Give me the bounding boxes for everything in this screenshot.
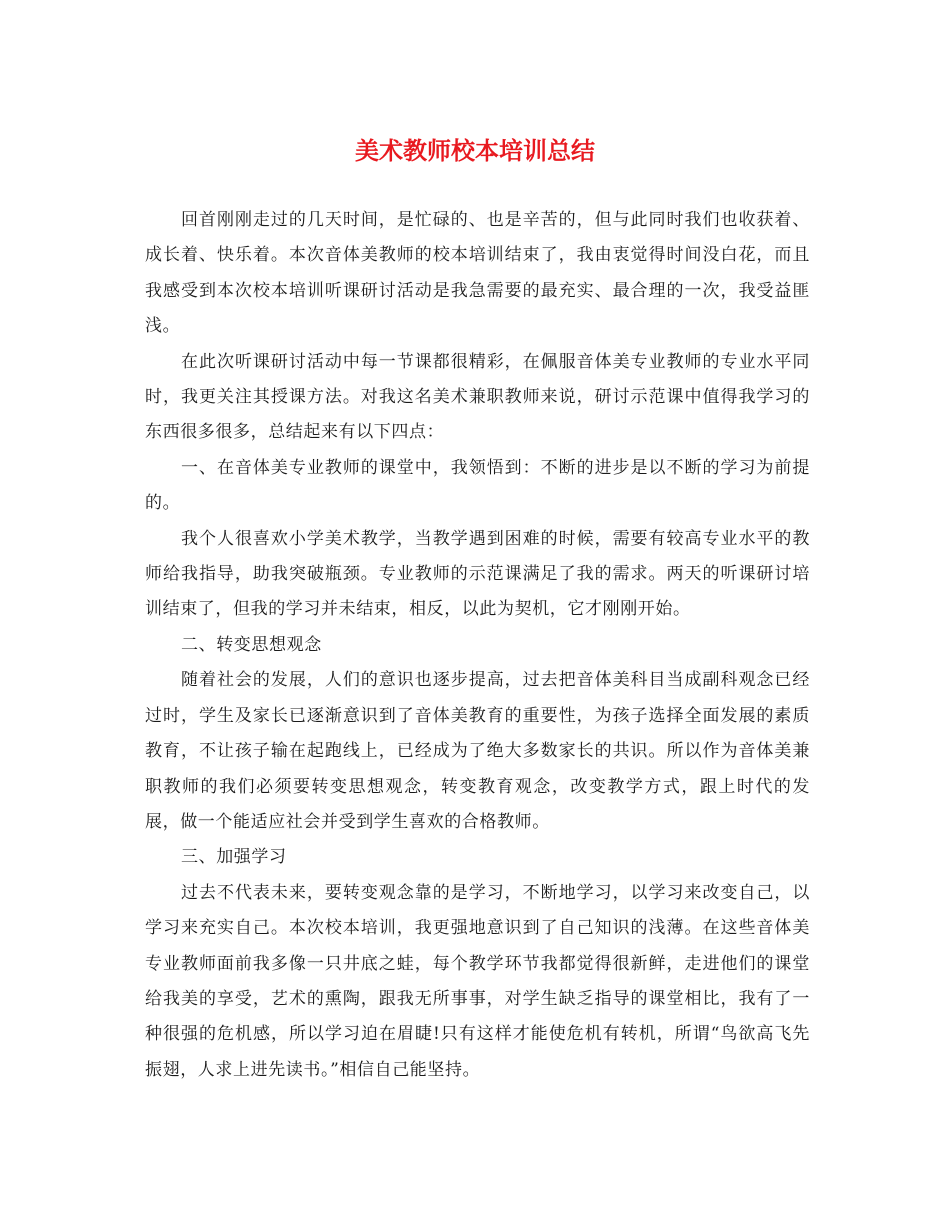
paragraph-section-2: 随着社会的发展，人们的意识也逐步提高，过去把音体美科目当成副科观念已经过时，学生及家长已逐渐意识到了音体美教育的重要性，为孩子选择全面发展的素质教育，不让孩子输在起跑线上，已经成为了绝大多数家长的共识。所以作为音体美兼职教师的我们必须要转变思想观念，转变教育观念，改变教学方式，跟上时代的发展，做一个能适应社会并受到学生喜欢的合格教师。 xyxy=(145,670,810,832)
section-heading-3: 三、加强学习 xyxy=(181,847,287,868)
paragraph-section-3: 过去不代表未来，要转变观念靠的是学习，不断地学习，以学习来改变自己，以学习来充实自己。本次校本培训，我更强地意识到了自己知识的浅薄。在这些音体美专业教师面前我多像一只井底之蛙，每个教学环节我都觉得很新鲜，走进他们的课堂给我美的享受，艺术的熏陶，跟我无所事事，对学生缺乏指导的课堂相比，我有了一种很强的危机感，所以学习迫在眉睫!只有这样才能使危机有转机，所谓“鸟欲高飞先振翅，人求上进先读书。”相信自己能坚持。 xyxy=(145,882,810,1080)
document-title: 美术教师校本培训总结 xyxy=(355,136,595,165)
paragraph-activity: 在此次听课研讨活动中每一节课都很精彩，在佩服音体美专业教师的专业水平同时，我更关注其授课方法。对我这名美术兼职教师来说，研讨示范课中值得我学习的东西很多很多，总结起来有以下四点： xyxy=(145,351,810,443)
paragraph-section-1: 我个人很喜欢小学美术教学，当教学遇到困难的时候，需要有较高专业水平的教师给我指导，助我突破瓶颈。专业教师的示范课满足了我的需求。两天的听课研讨培训结束了，但我的学习并未结束，相反，以此为契机，它才刚刚开始。 xyxy=(145,528,810,620)
section-heading-2: 二、转变思想观念 xyxy=(181,634,322,655)
paragraph-intro: 回首刚刚走过的几天时间，是忙碌的、也是辛苦的，但与此同时我们也收获着、成长着、快乐着。本次音体美教师的校本培训结束了，我由衷觉得时间没白花，而且我感受到本次校本培训听课研讨活动是我急需要的最充实、最合理的一次，我受益匪浅。 xyxy=(145,210,810,337)
document-body xyxy=(145,203,810,1088)
section-heading-1: 一、在音体美专业教师的课堂中，我领悟到：不断的进步是以不断的学习为前提的。 xyxy=(145,457,810,514)
